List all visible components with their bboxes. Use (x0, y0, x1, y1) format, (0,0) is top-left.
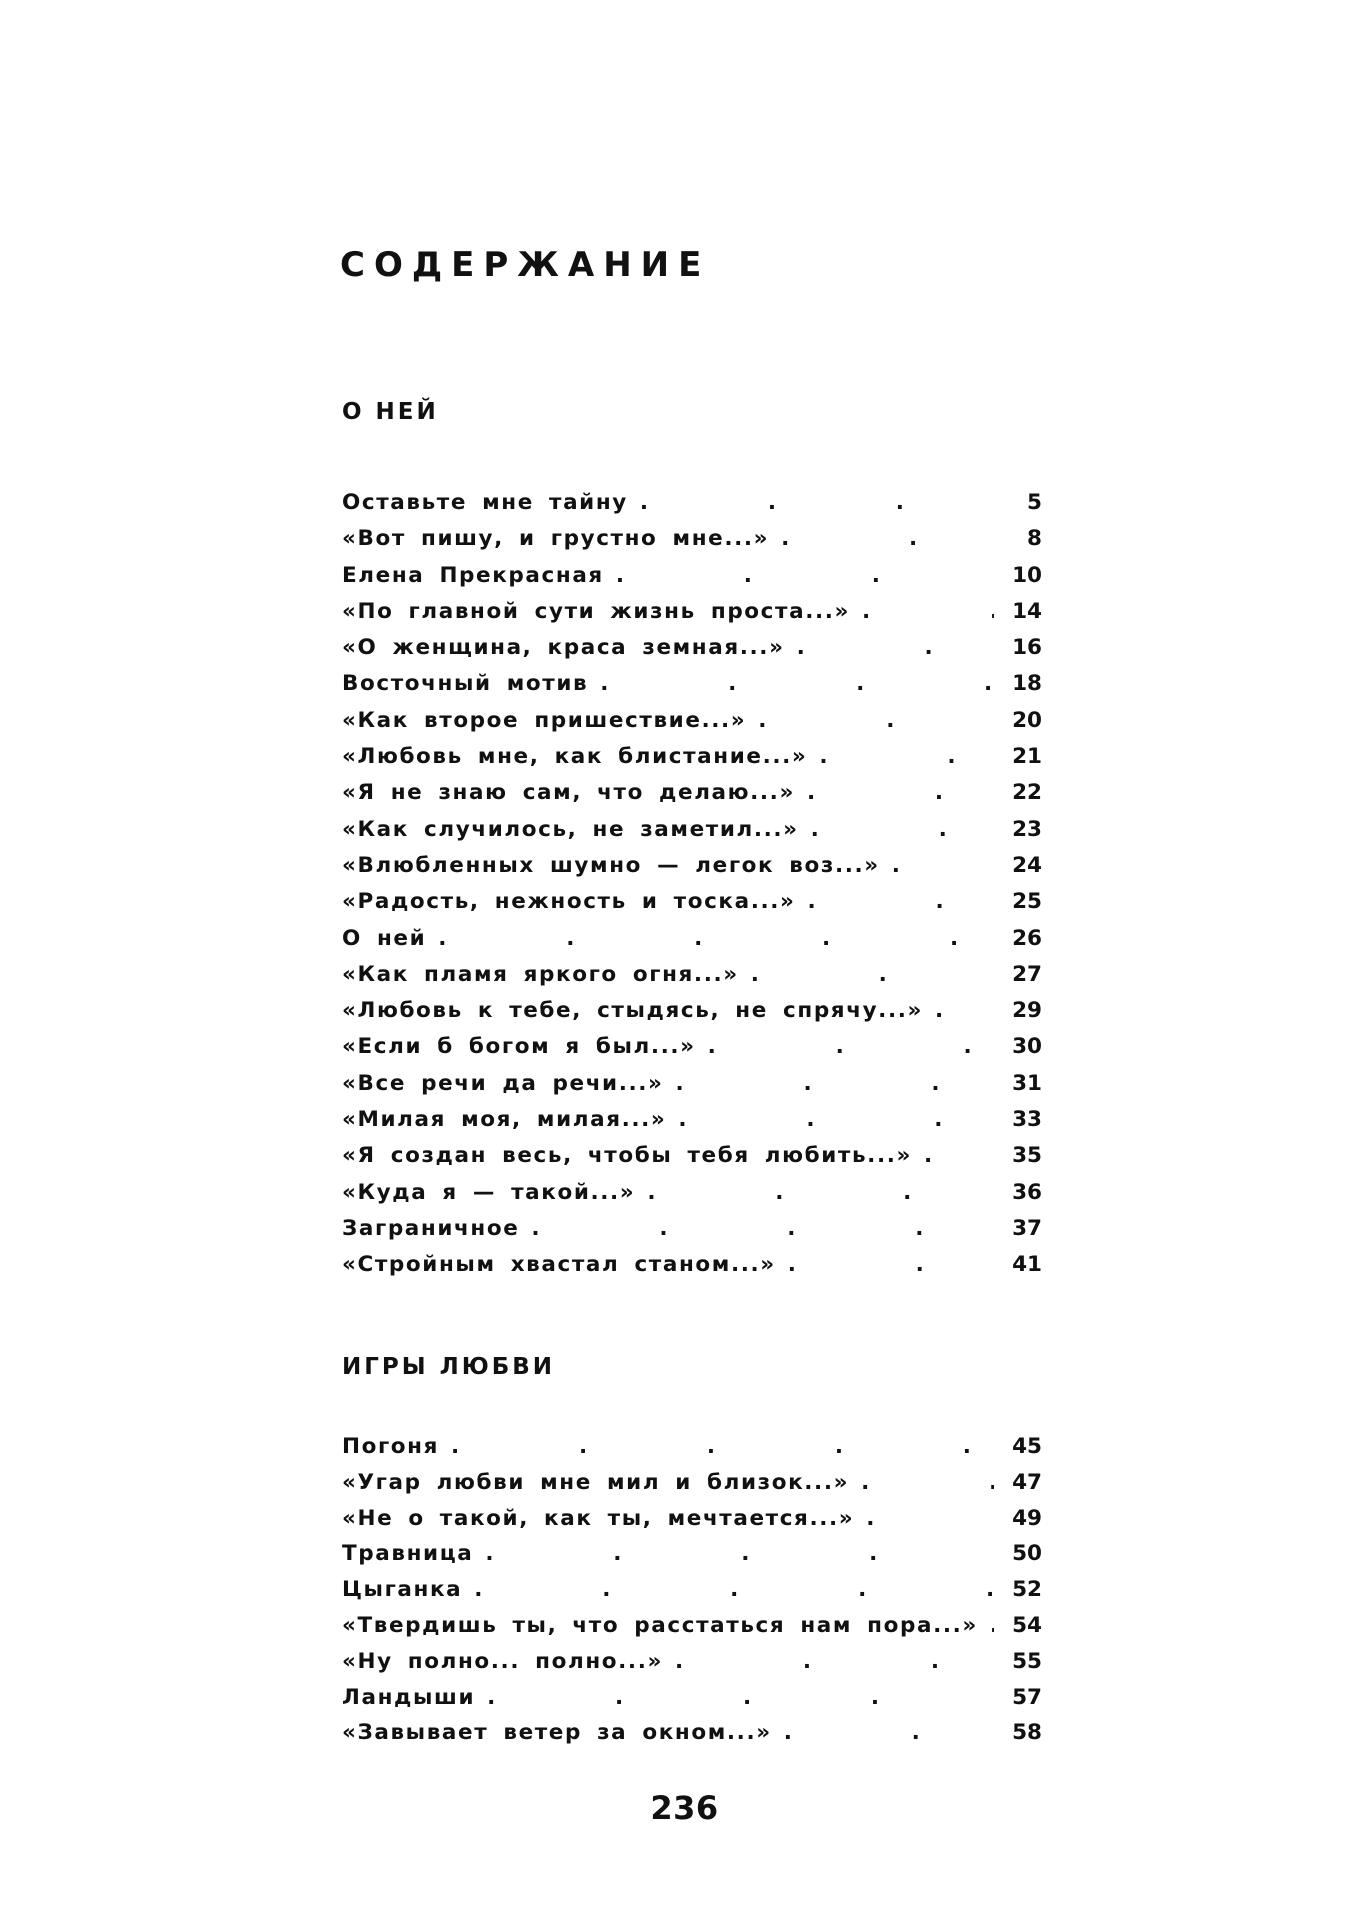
dot-leader (866, 1504, 994, 1534)
toc-entry-title: «Как второе пришествие...» (342, 707, 747, 733)
dot-leader (647, 1178, 994, 1208)
page-title: СОДЕРЖАНИЕ (340, 245, 711, 285)
toc-entry-title: Погоня (342, 1434, 440, 1459)
toc-entry (342, 1178, 1042, 1214)
toc-entry-title: «Завывает ветер за окном...» (342, 1720, 772, 1746)
toc-entry-page: 57 (1012, 1684, 1042, 1710)
toc-entry (342, 1069, 1042, 1105)
toc-entry (342, 742, 1042, 778)
toc-entry-page: 37 (1012, 1215, 1042, 1241)
dot-leader (892, 851, 994, 881)
toc-entry-title: Оставьте мне тайну (342, 490, 628, 515)
toc-entry-title: «Радость, нежность и тоска...» (342, 889, 796, 915)
toc-entry-page: 55 (1012, 1648, 1042, 1674)
toc-entry-page: 30 (1012, 1034, 1042, 1060)
toc-entry (342, 1683, 1042, 1719)
toc-entry-title: Цыганка (342, 1577, 463, 1603)
section-title-o-ney: О НЕЙ (342, 399, 439, 425)
toc-entry-title: «По главной сути жизнь проста...» (342, 598, 850, 624)
toc-entry (342, 633, 1042, 669)
toc-entry-title: «Угар любви мне мил и близок...» (342, 1469, 850, 1495)
toc-entry-page: 36 (1012, 1179, 1042, 1205)
toc-entry-page: 24 (1012, 852, 1042, 878)
toc-entry (342, 960, 1042, 996)
toc-entry (342, 1647, 1042, 1683)
toc-entry-title: «О женщина, краса земная...» (342, 635, 785, 661)
toc-entry-title: Ландыши (342, 1684, 476, 1710)
toc-entry-title: Восточный мотив (342, 671, 589, 697)
toc-entry (342, 1032, 1042, 1068)
toc-entry-title: «Любовь к тебе, стыдясь, не спрячу...» (342, 998, 923, 1024)
dot-leader (678, 1105, 994, 1135)
toc-entry (342, 1250, 1042, 1286)
dot-leader (924, 1141, 994, 1171)
dot-leader (708, 1032, 994, 1062)
toc-entry-page: 14 (1012, 598, 1042, 624)
dot-leader (640, 488, 994, 518)
toc-entry-page: 18 (1012, 671, 1042, 697)
toc-entry-page: 54 (1012, 1612, 1042, 1638)
toc-entry-page: 33 (1012, 1107, 1042, 1133)
toc-entry-title: «Стройным хвастал станом...» (342, 1252, 776, 1278)
toc-entry-page: 22 (1012, 780, 1042, 806)
toc-entry (342, 1611, 1042, 1647)
toc-entry (342, 561, 1042, 597)
toc-entry (342, 996, 1042, 1032)
dot-leader (788, 1250, 994, 1280)
toc-entry-page: 29 (1012, 998, 1042, 1024)
dot-leader (474, 1575, 994, 1605)
dot-leader (531, 1214, 994, 1244)
toc-entry-page: 50 (1012, 1541, 1042, 1567)
toc-entry-title: «Куда я — такой...» (342, 1179, 636, 1205)
toc-entry-title: «Влюбленных шумно — легок воз...» (342, 852, 880, 878)
toc-entry (342, 669, 1042, 705)
toc-entry (342, 1105, 1042, 1141)
toc-entry-title: Елена Прекрасная (342, 562, 604, 588)
dot-leader (935, 996, 994, 1026)
toc-entry (342, 887, 1042, 923)
toc-entry-page: 8 (1027, 526, 1042, 552)
toc-entry-page: 23 (1012, 816, 1042, 842)
toc-entry-title: «Ну полно... полно...» (342, 1648, 663, 1674)
toc-entry-page: 27 (1012, 961, 1042, 987)
toc-entry (342, 706, 1042, 742)
dot-leader (676, 1069, 994, 1099)
toc-entry (342, 1539, 1042, 1575)
toc-entry (342, 1718, 1042, 1754)
toc-entry-page: 41 (1012, 1252, 1042, 1278)
toc-entry (342, 851, 1042, 887)
toc-entry-page: 26 (1012, 925, 1042, 951)
toc-entry-page: 58 (1012, 1720, 1042, 1746)
section-title-igry-lyubvi: ИГРЫ ЛЮБВИ (342, 1354, 556, 1380)
toc-entry-title: О ней (342, 925, 427, 951)
dot-leader (861, 1468, 994, 1498)
toc-entry (342, 524, 1042, 560)
toc-entry-title: «Не о такой, как ты, мечтается...» (342, 1505, 855, 1531)
toc-entry-page: 16 (1012, 635, 1042, 661)
dot-leader (758, 706, 994, 736)
toc-entry (342, 488, 1042, 524)
page-number: 236 (650, 1789, 719, 1827)
toc-entry (342, 1468, 1042, 1504)
dot-leader (808, 887, 994, 917)
dot-leader (862, 597, 994, 627)
dot-leader (487, 1683, 994, 1713)
toc-entry-page: 10 (1012, 562, 1042, 588)
toc-entry-title: «Я создан весь, чтобы тебя любить...» (342, 1143, 912, 1169)
dot-leader (797, 633, 994, 663)
toc-entry-page: 5 (1027, 490, 1042, 515)
toc-entry-page: 49 (1012, 1505, 1042, 1531)
toc-entry-page: 21 (1012, 744, 1042, 770)
toc-entry-title: «Вот пишу, и грустно мне...» (342, 526, 770, 552)
toc-entry-title: «Как пламя яркого огня...» (342, 961, 739, 987)
toc-entry-title: «Если б богом я был...» (342, 1034, 696, 1060)
toc-entry-page: 47 (1012, 1469, 1042, 1495)
dot-leader (819, 742, 994, 772)
toc-entry-title: «Твердишь ты, что расстаться нам пора...» (342, 1612, 978, 1638)
dot-leader (485, 1539, 994, 1569)
toc-entry-title: Заграничное (342, 1215, 520, 1241)
toc-entry-title: «Я не знаю сам, что делаю...» (342, 780, 795, 806)
toc-entry (342, 1432, 1042, 1468)
toc-entry-page: 31 (1012, 1070, 1042, 1096)
toc-entry-page: 45 (1012, 1434, 1042, 1459)
toc-entry (342, 1214, 1042, 1250)
dot-leader (616, 561, 994, 591)
toc-entry (342, 778, 1042, 814)
toc-entry-title: «Милая моя, милая...» (342, 1107, 667, 1133)
dot-leader (751, 960, 994, 990)
toc-entry-title: «Все речи да речи...» (342, 1070, 664, 1096)
toc-entry (342, 1141, 1042, 1177)
dot-leader (811, 815, 994, 845)
toc-entry-title: Травница (342, 1541, 474, 1567)
toc-entry (342, 924, 1042, 960)
dot-leader (438, 924, 994, 954)
toc-list-o-ney (342, 488, 1042, 1287)
dot-leader (451, 1432, 994, 1462)
dot-leader (807, 778, 994, 808)
toc-entry (342, 1504, 1042, 1540)
toc-entry-title: «Любовь мне, как блистание...» (342, 744, 808, 770)
toc-entry (342, 815, 1042, 851)
toc-entry-title: «Как случилось, не заметил...» (342, 816, 799, 842)
dot-leader (784, 1718, 994, 1748)
toc-entry (342, 1575, 1042, 1611)
toc-entry-page: 20 (1012, 707, 1042, 733)
dot-leader (990, 1611, 994, 1641)
toc-list-igry-lyubvi (342, 1432, 1042, 1754)
toc-entry-page: 52 (1012, 1577, 1042, 1603)
dot-leader (600, 669, 994, 699)
toc-entry (342, 597, 1042, 633)
toc-entry-page: 25 (1012, 889, 1042, 915)
dot-leader (781, 524, 994, 554)
dot-leader (675, 1647, 994, 1677)
toc-entry-page: 35 (1012, 1143, 1042, 1169)
